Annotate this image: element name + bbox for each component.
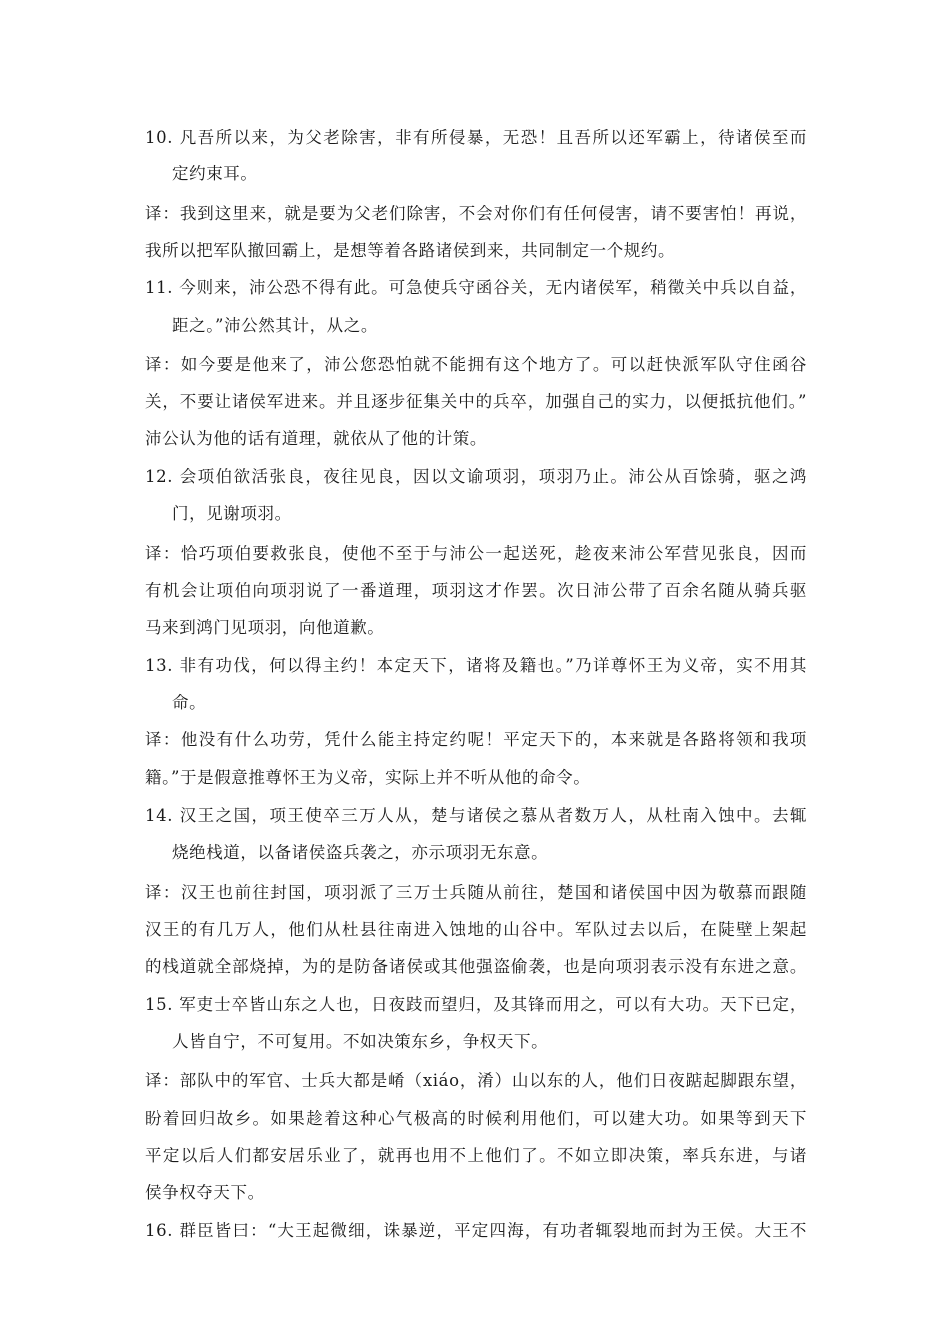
item-11-source-line-2: 距之。”沛公然其计，从之。: [172, 316, 378, 335]
item-11-translation-line-2: 关，不要让诸侯军进来。并且逐步征集关中的兵卒，加强自己的实力，以便抵抗他们。”: [145, 392, 807, 411]
item-13-translation-line-2: 籍。”于是假意推尊怀王为义帝，实际上并不听从他的命令。: [145, 768, 591, 787]
item-15-translation-line-4: 侯争权夺天下。: [145, 1183, 265, 1202]
item-12-translation-line-2: 有机会让项伯向项羽说了一番道理，项羽这才作罢。次日沛公带了百余名随从骑兵驱: [145, 581, 807, 600]
item-11-translation-line-3: 沛公认为他的话有道理，就依从了他的计策。: [145, 429, 487, 448]
item-12-source-line-2: 门，见谢项羽。: [172, 504, 292, 523]
item-12-source-line-1: 12. 会项伯欲活张良，夜往见良，因以文谕项羽，项羽乃止。沛公从百馀骑，驱之鸿: [145, 467, 807, 486]
item-10-translation-line-2: 我所以把军队撤回霸上，是想等着各路诸侯到来，共同制定一个规约。: [145, 241, 676, 260]
item-15-source-line-1: 15. 军吏士卒皆山东之人也，日夜跂而望归，及其锋而用之，可以有大功。天下已定，: [145, 995, 807, 1014]
item-13-source-line-2: 命。: [172, 693, 207, 712]
item-13-source-line-1: 13. 非有功伐，何以得主约！本定天下，诸将及籍也。”乃详尊怀王为义帝，实不用其: [145, 656, 807, 675]
item-14-source-line-1: 14. 汉王之国，项王使卒三万人从，楚与诸侯之慕从者数万人，从杜南入蚀中。去辄: [145, 806, 807, 825]
item-14-source-line-2: 烧绝栈道，以备诸侯盗兵袭之，亦示项羽无东意。: [172, 843, 549, 862]
item-15-source-line-2: 人皆自宁，不可复用。不如决策东乡，争权天下。: [172, 1032, 549, 1051]
item-15-translation-line-3: 平定以后人们都安居乐业了，就再也用不上他们了。不如立即决策，率兵东进，与诸: [145, 1146, 807, 1165]
item-12-translation-line-1: 译：恰巧项伯要救张良，使他不至于与沛公一起送死，趁夜来沛公军营见张良，因而: [145, 544, 807, 563]
item-16-source-line-1: 16. 群臣皆曰：“大王起微细，诛暴逆，平定四海，有功者辄裂地而封为王侯。大王不: [145, 1221, 807, 1240]
item-15-translation-line-1: 译：部队中的军官、士兵大都是崤（xiáo，淆）山以东的人，他们日夜踮起脚跟东望，: [145, 1071, 807, 1090]
item-14-translation-line-3: 的栈道就全部烧掉，为的是防备诸侯或其他强盗偷袭，也是向项羽表示没有东进之意。: [145, 957, 807, 976]
item-10-source-line-1: 10. 凡吾所以来，为父老除害，非有所侵暴，无恐！且吾所以还军霸上，待诸侯至而: [145, 128, 807, 147]
item-14-translation-line-2: 汉王的有几万人，他们从杜县往南进入蚀地的山谷中。军队过去以后，在陡壁上架起: [145, 920, 807, 939]
item-10-source-line-2: 定约束耳。: [172, 164, 258, 183]
item-14-translation-line-1: 译：汉王也前往封国，项羽派了三万士兵随从前往，楚国和诸侯国中因为敬慕而跟随: [145, 883, 807, 902]
item-13-translation-line-1: 译：他没有什么功劳，凭什么能主持定约呢！平定天下的，本来就是各路将领和我项: [145, 730, 807, 749]
item-11-source-line-1: 11. 今则来，沛公恐不得有此。可急使兵守函谷关，无内诸侯军，稍徵关中兵以自益，: [145, 278, 807, 297]
item-12-translation-line-3: 马来到鸿门见项羽，向他道歉。: [145, 618, 385, 637]
item-10-translation-line-1: 译：我到这里来，就是要为父老们除害，不会对你们有任何侵害，请不要害怕！再说，: [145, 204, 807, 223]
item-11-translation-line-1: 译：如今要是他来了，沛公您恐怕就不能拥有这个地方了。可以赶快派军队守住函谷: [145, 355, 807, 374]
item-15-translation-line-2: 盼着回归故乡。如果趁着这种心气极高的时候利用他们，可以建大功。如果等到天下: [145, 1109, 807, 1128]
